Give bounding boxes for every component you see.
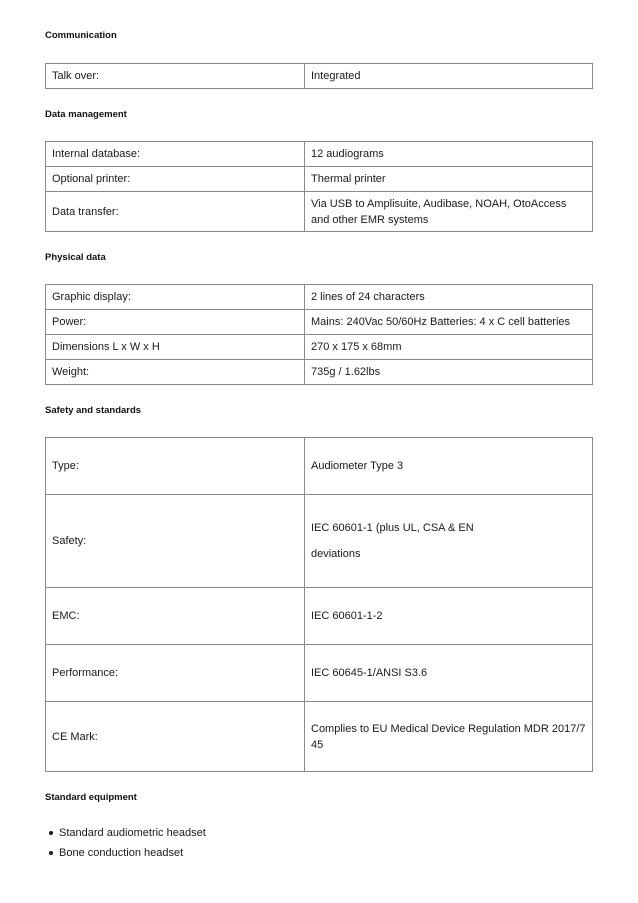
physical-data-table (45, 284, 593, 385)
section-heading-data-management: Data management (45, 109, 127, 120)
table-row (46, 64, 593, 89)
table-row (46, 495, 593, 588)
spec-label: Safety: (46, 495, 305, 588)
list-item: Standard audiometric headset (45, 823, 206, 843)
spec-value: 12 audiograms (305, 142, 593, 167)
table-row (46, 310, 593, 335)
spec-label: Power: (46, 310, 305, 335)
spec-value: Complies to EU Medical Device Regulation MDR 2017/745 (305, 702, 593, 772)
spec-label: Weight: (46, 360, 305, 385)
table-row (46, 285, 593, 310)
spec-value: 2 lines of 24 characters (305, 285, 593, 310)
table-row (46, 335, 593, 360)
standard-equipment-list (45, 823, 206, 863)
table-row (46, 142, 593, 167)
table-row (46, 167, 593, 192)
spec-value: Via USB to Amplisuite, Audibase, NOAH, OtoAccess and other EMR systems (305, 192, 593, 232)
table-row (46, 588, 593, 645)
spec-label: Graphic display: (46, 285, 305, 310)
spec-value: 735g / 1.62lbs (305, 360, 593, 385)
spec-value: IEC 60645-1/ANSI S3.6 (305, 645, 593, 702)
spec-label: Talk over: (46, 64, 305, 89)
spec-value: Audiometer Type 3 (305, 438, 593, 495)
spec-label: Type: (46, 438, 305, 495)
spec-label: CE Mark: (46, 702, 305, 772)
section-heading-communication: Communication (45, 30, 117, 41)
spec-value: IEC 60601-1-2 (305, 588, 593, 645)
section-heading-physical-data: Physical data (45, 252, 106, 263)
table-row (46, 192, 593, 232)
list-item: Bone conduction headset (45, 843, 206, 863)
spec-value-line: deviations (311, 548, 361, 560)
table-row (46, 645, 593, 702)
spec-label: Data transfer: (46, 192, 305, 232)
table-row (46, 702, 593, 772)
spec-value: Thermal printer (305, 167, 593, 192)
table-row (46, 438, 593, 495)
spec-label: Optional printer: (46, 167, 305, 192)
spec-value: Mains: 240Vac 50/60Hz Batteries: 4 x C cell batteries (305, 310, 593, 335)
table-row (46, 360, 593, 385)
data-management-table (45, 141, 593, 232)
spec-label: Dimensions L x W x H (46, 335, 305, 360)
spec-label: EMC: (46, 588, 305, 645)
spec-value (305, 495, 593, 588)
section-heading-safety-and-standards: Safety and standards (45, 405, 142, 416)
spec-label: Performance: (46, 645, 305, 702)
safety-standards-table (45, 437, 593, 772)
spec-label: Internal database: (46, 142, 305, 167)
spec-value: Integrated (305, 64, 593, 89)
communication-table (45, 63, 593, 89)
section-heading-standard-equipment: Standard equipment (45, 792, 137, 803)
spec-value: 270 x 175 x 68mm (305, 335, 593, 360)
spec-value-line: IEC 60601-1 (plus UL, CSA & EN (311, 522, 474, 534)
